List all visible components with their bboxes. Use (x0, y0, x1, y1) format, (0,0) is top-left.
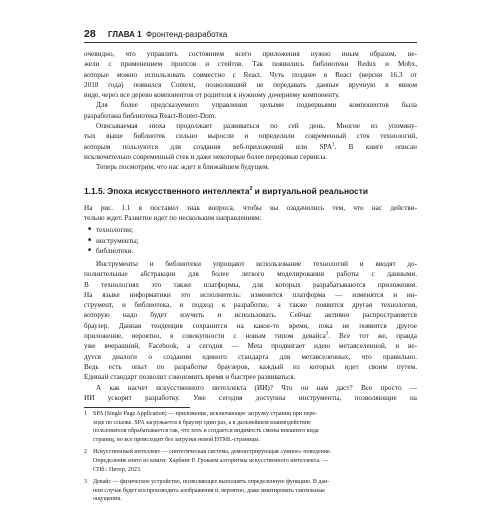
text-line: В технологиях это также платформы, для которых разрабатываются приложения. (84, 280, 417, 289)
text-line: которую надо будет изучить и использовать. Сейчас активно распространяется (84, 311, 417, 320)
footnote-number: 2 (84, 449, 87, 456)
paragraph-4: Теперь посмотрим, что нас ждет в ближайшем будущем. (96, 163, 270, 172)
text-line: исключительно современный стек и даже некоторые более передовые сервисы. (84, 152, 328, 161)
bullet-icon: ■ (88, 237, 92, 243)
footnote-ref: 1 (332, 142, 335, 148)
text-line: которые можно использовать совместно с React. Чуть позднее в React (версия 16.3 от (84, 70, 417, 79)
paragraph-6 (84, 259, 417, 383)
footnote-line: страниц, но все происходит без загрузки новой HTML-страницы. (93, 436, 260, 443)
running-header (84, 28, 417, 42)
text-line: разработана библиотека React-Router-Dom. (84, 111, 217, 120)
footnote-number: 1 (84, 411, 87, 417)
bullet-list (84, 225, 417, 257)
text-line: браузер. Данная тенденция сохранится на какое-то время, пока не появится другое (84, 321, 417, 330)
paragraph-2 (84, 100, 417, 121)
text-line: Ведь есть опыт по разработке браузеров, каждый из которых идет своим путем. (84, 362, 417, 371)
paragraph-1 (84, 49, 417, 100)
bullet-icon: ■ (88, 248, 92, 254)
text-line: приложение, вероятно, в совокупности с новым типом девайса$^3$. Все тот же, правда (84, 331, 417, 341)
text-line: очевидно, что управлять состоянием всего приложения нужно иным образом, не- (84, 50, 417, 58)
paragraph-3 (84, 121, 417, 162)
main-text (84, 49, 417, 403)
footnotes (84, 410, 417, 508)
text-line: виде, через все дерево компонентов от родителя к нужному дочернему компоненту. (84, 91, 340, 100)
chapter-label (108, 29, 227, 41)
text-line: Описываемая эпоха продолжает развиваться по сей день. Многие из упомяну- (96, 122, 417, 131)
footnote (84, 478, 417, 504)
footnote-line: SPA (Single Page Application) — приложение, исключающее загрузку страниц при пере- (93, 411, 318, 417)
footnote-line: Искусственный интеллект — синтетическая система, демонстрирующая «умное» поведение. (93, 449, 332, 456)
text-line: ИИ ускорит разработку. Уже сегодня доступны инструменты, позволяющие на (84, 393, 417, 402)
chapter-number: ГЛАВА 1 (108, 30, 142, 39)
page-number: 28 (84, 28, 96, 40)
text-line: тельно ждет. Развитие идет по нескольким направлениям: (84, 213, 262, 222)
text-line: дутся диалоги о создании единого стандарта для метавселенных, что правильно. (84, 352, 417, 361)
footnote (84, 448, 417, 474)
footnote-line: пользователя обрабатывается так, что хоть и создается видимость смены внешнего вида (93, 428, 319, 435)
list-item: ■ технологии; (88, 226, 133, 235)
text-line: На языке информатики это исполнитель: изменится платформа — изменятся и ин- (84, 290, 417, 299)
text-line: полнительные абстракции для более легкого моделирования работы с данными. (84, 270, 417, 279)
section-heading: 1.1.5. Эпоха искусственного интеллекта$^2$ и виртуальной реальности (84, 185, 368, 196)
footnote (84, 410, 417, 444)
text-line: На рис. 1.1 я поставил знак вопроса, чтобы вы озадачились тем, что нас действи- (84, 203, 417, 212)
text-line: уже вчерашний, Facebook, а сегодня — Meta продвигает идею метавселенной, и ве- (84, 342, 417, 351)
text-line: 2018 года) появился Context, позволивший не передавать данные вручную в явном (84, 80, 417, 89)
text-line: струмент, и библиотека, и подход к разработке, а также появится другая технология, (84, 301, 417, 310)
footnote-line: Девайс — физическое устройство, позволяющее выполнять определенную функцию. В дан- (93, 479, 330, 486)
text-line: Единый стандарт позволит сэкономить время и быстрее развиваться. (84, 373, 296, 382)
header-rule (84, 42, 417, 43)
footnote-ref: 3 (325, 331, 329, 337)
footnote-line: ходе по ссылке. SPA загружается в браузер один раз, а в дальнейшем взаимодействие (93, 419, 311, 426)
text-line: жели с применением пропсов и стейтов. Так появились библиотеки Redux и Mobx, (84, 60, 417, 69)
text-line: Для более предсказуемого управления целыми подвервьями компонентов была (96, 101, 417, 110)
text-line: Инструменты и библиотеки упрощают использование технологий и вводят до- (96, 259, 417, 268)
list-item: ■ инструменты; (88, 236, 139, 245)
text-line: которым пользуются для создания веб-приложений или SPA$^1$. В книге описан (84, 142, 417, 151)
footnote-ref: 2 (249, 185, 253, 192)
footnote-rule (84, 407, 190, 408)
footnote-line: ощущения. (93, 496, 122, 503)
list-item: ■ библиотеки. (88, 247, 134, 256)
bullet-icon: ■ (88, 227, 92, 233)
footnote-line: Определение взято из книги: Харбинг Р. Грокаем алгоритмы искусственного интеллекта. — (93, 457, 328, 464)
text-line: тых выше библиотек сильно выросли и определили современный стек технологий, (84, 132, 417, 141)
text-line: А как насчет искусственного интеллекта (ИИ)? Что он нам даст? Все просто — (96, 383, 417, 392)
paragraph-5 (84, 203, 417, 224)
footnote-line: СПб.: Питер, 2023. (93, 466, 142, 473)
chapter-title: Фронтенд-разработка (146, 30, 228, 39)
footnote-line: ном случае будет воспроизводить изображения и, вероятно, даже имитировать тактильные (93, 487, 325, 494)
footnote-number: 3 (84, 479, 87, 486)
paragraph-7 (84, 383, 417, 404)
